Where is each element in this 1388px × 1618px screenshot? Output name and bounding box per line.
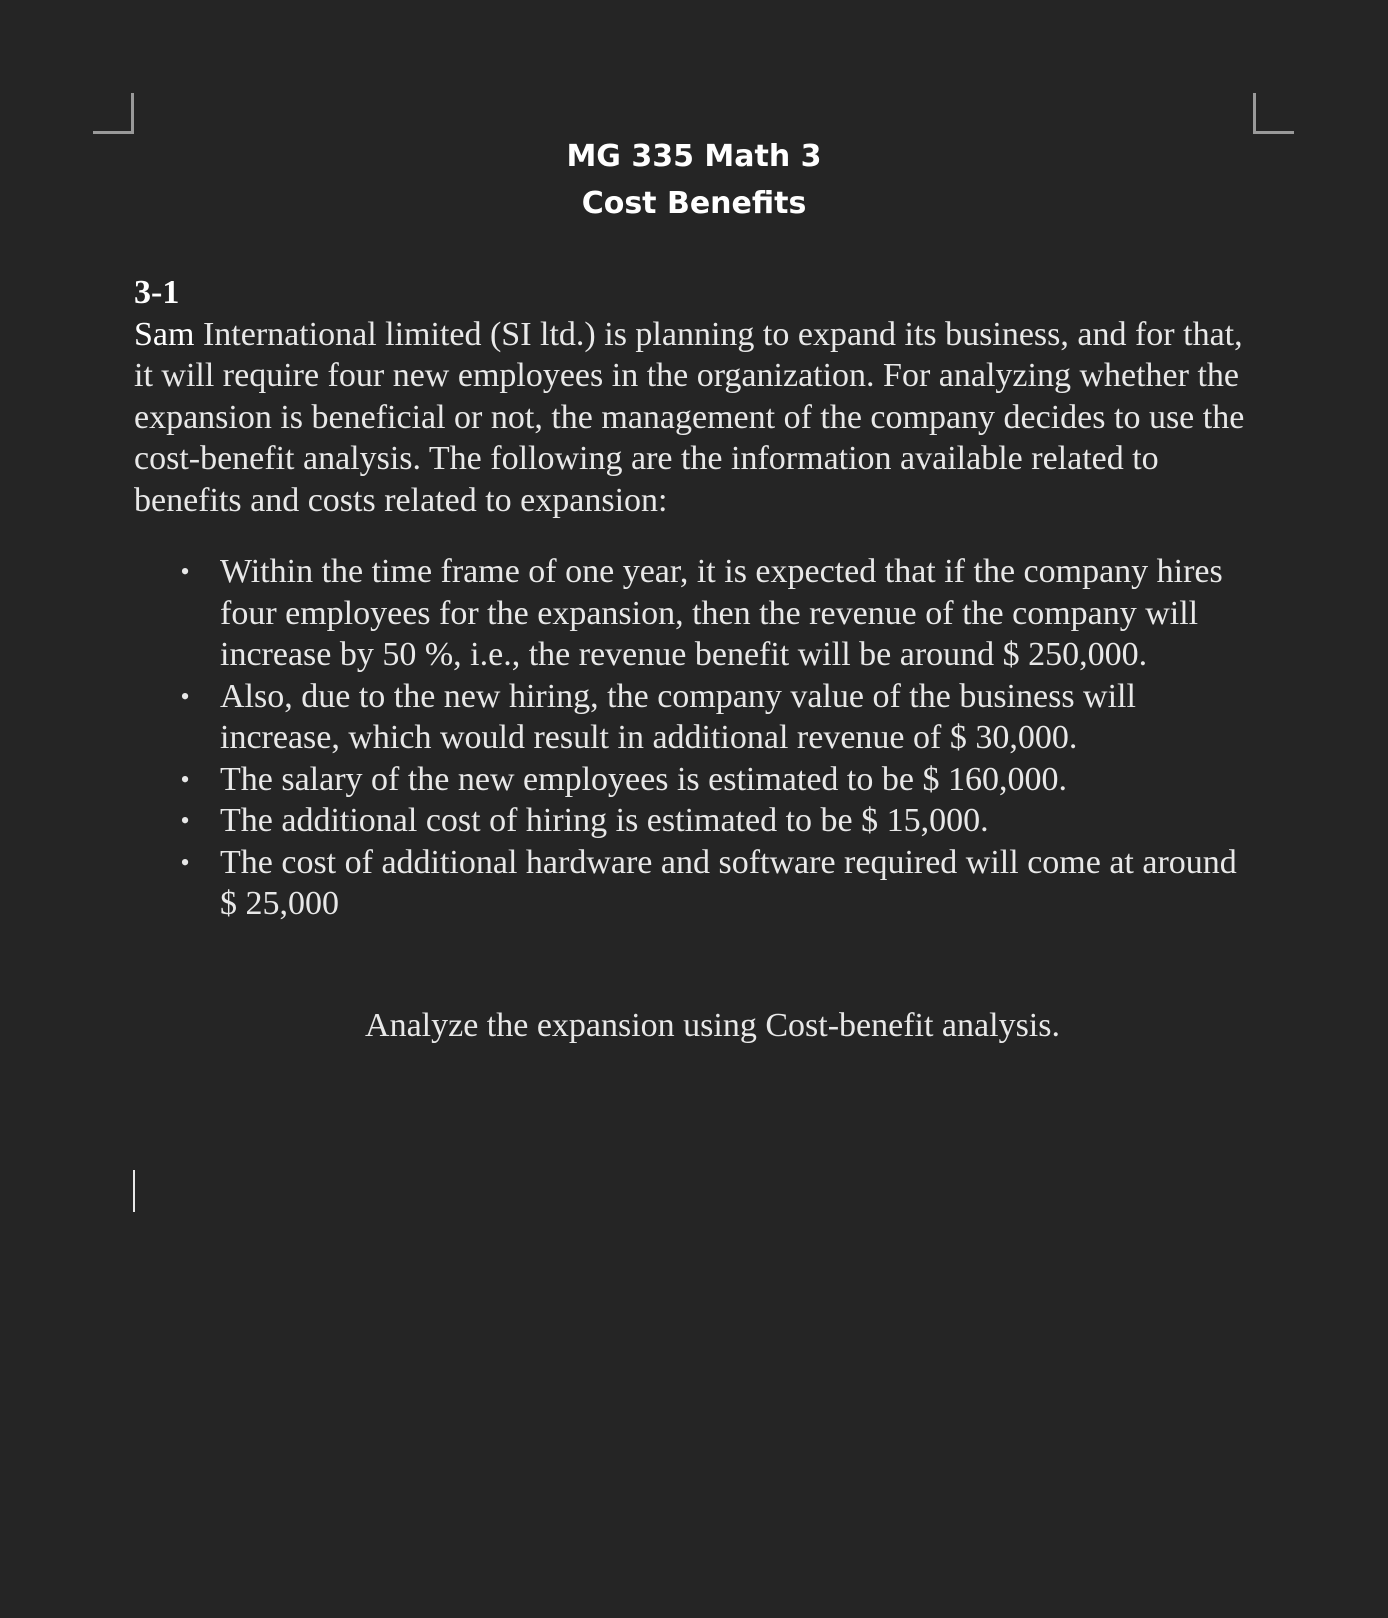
list-item xyxy=(134,551,1254,676)
list-item-text: The cost of additional hardware and software required will come at around $ 25,000 xyxy=(220,843,1237,922)
intro-lead-word: Sam xyxy=(134,315,195,353)
closing-instruction: Analyze the expansion using Cost-benefit analysis. xyxy=(365,1007,1060,1044)
list-item-text: The additional cost of hiring is estimated to be $ 15,000. xyxy=(220,802,989,839)
document-body[interactable] xyxy=(134,272,1254,925)
bullet-list xyxy=(134,551,1254,925)
problem-intro-paragraph xyxy=(134,314,1254,522)
text-cursor[interactable] xyxy=(133,1170,135,1212)
list-item xyxy=(134,759,1254,801)
list-item xyxy=(134,800,1254,842)
intro-text: International limited (SI ltd.) is planning to expand its business, and for that, it will require four new employees in the organization. For analyzing whether the expansion is beneficial or not, the management of the company decides to use the cost-benefit analysis. The following are the information available related to benefits and costs related to expansion: xyxy=(134,315,1245,519)
document-header xyxy=(0,133,1388,227)
header-title-line1: MG 335 Math 3 xyxy=(566,139,822,174)
bullet-icon: • xyxy=(180,557,190,586)
list-item-text: Also, due to the new hiring, the company value of the business will increase, which would result in additional revenue of $ 30,000. xyxy=(220,677,1136,756)
bullet-icon: • xyxy=(180,681,190,711)
list-item-text: The salary of the new employees is estimated to be $ 160,000. xyxy=(220,760,1067,798)
list-item-text: Within the time frame of one year, it is expected that if the company hires four employees for the expansion, then the revenue of the company will increase by 50 %, i.e., the revenue benefit will be around $ 250,000. xyxy=(220,553,1223,673)
bullet-icon: • xyxy=(180,764,190,794)
list-item xyxy=(134,676,1254,759)
list-item xyxy=(134,842,1254,925)
margin-corner-top-left xyxy=(93,93,134,134)
header-title-line2: Cost Benefits xyxy=(581,186,807,221)
bullet-icon: • xyxy=(180,847,190,877)
problem-number: 3-1 xyxy=(134,274,180,311)
margin-corner-top-right xyxy=(1253,93,1294,134)
bullet-icon: • xyxy=(180,806,190,835)
